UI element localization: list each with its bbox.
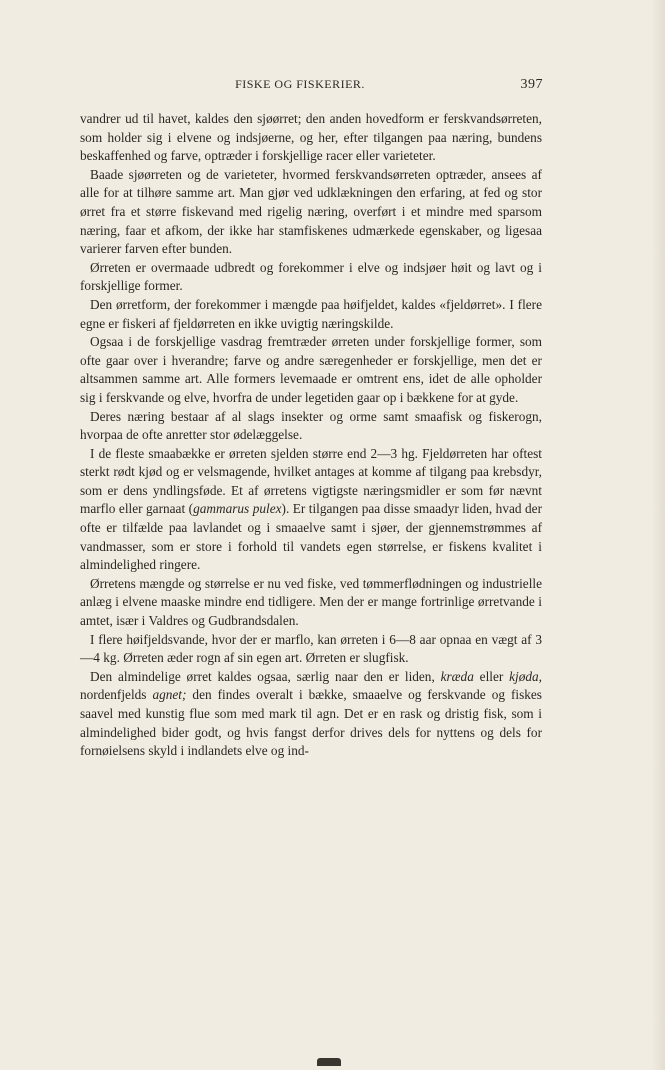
paragraph: vandrer ud til havet, kaldes den sjøørret; den anden hovedform er ferskvandsørreten, som holder sig i elvene og indsjøerne, og her, efter tilgangen paa næring, bundens beskaffenhed og farve, optræder i forskjellige racer eller varieteter. [80, 111, 542, 164]
binding-mark [317, 1058, 341, 1066]
dialect-term: kræda [440, 668, 474, 684]
body-text [80, 110, 542, 761]
paragraph: Ørretens mængde og størrelse er nu ved fiske, ved tømmerflødningen og industrielle anlæg i elvene maaske mindre end tidligere. Men der er mange fortrinlige ørretvande i amtet, især i Valdres og Gudbrandsdalen. [80, 575, 542, 629]
paragraph: Ørreten er overmaade udbredt og forekommer i elve og indsjøer høit og lavt og i forskjellige former. [80, 259, 542, 294]
paragraph: Den almindelige ørret kaldes ogsaa, særlig naar den er liden, kræda eller kjøda, nordenfjelds agnet; den findes overalt i bække, smaaelve og ferskvande og fiskes saavel med kunstig flue som med mark til agn. Det er en rask og dristig fisk, som i almindelighed bider godt, og hvis fangst derfor drives dels for nyttens og dels for fornøielsens skyld i indlandets elve og ind- [80, 668, 542, 759]
running-title: FISKE OG FISKERIER. [235, 77, 365, 91]
paragraph: Den ørretform, der forekommer i mængde paa høifjeldet, kaldes «fjeldørret». I flere egne er fiskeri af fjeldørreten en ikke uvigtig næringskilde. [80, 296, 542, 331]
paragraph: I de fleste smaabække er ørreten sjelden større end 2—3 hg. Fjeldørreten har oftest sterkt rødt kjød og er velsmagende, hvilket antages at komme af tilgang paa krebsdyr, som er dens yndlingsføde. Et af ørretens vigtigste næringsmidler er som før nævnt marflo eller garnaat (gammarus pulex). Er tilgangen paa disse smaadyr liden, hvad der ofte er tilfælde paa lavlandet og i smaaelve samt i sjøer, der gjennemstrømmes af vandmasser, som er store i forhold til vandets egen størrelse, er fiskens kvalitet i almindelighed ringere. [80, 445, 542, 573]
paragraph: Baade sjøørreten og de varieteter, hvormed ferskvandsørreten optræder, ansees af alle for at tilhøre samme art. Man gjør ved udklækningen den erfaring, at fed og stor ørret fra et større fiskevand med rigelig næring, overført i et mindre med sparsom næring, faar et afkom, der ikke har stamfiskenes udmærkede egenskaber, og ligesaa varierer farven efter bunden. [80, 166, 542, 257]
paragraph: I flere høifjeldsvande, hvor der er marflo, kan ørreten i 6—8 aar opnaa en vægt af 3—4 kg. Ørreten æder rogn af sin egen art. Ørreten er slugfisk. [80, 631, 542, 666]
running-head [0, 77, 665, 93]
dialect-term: kjøda [509, 668, 539, 684]
paragraph: Ogsaa i de forskjellige vasdrag fremtræder ørreten under forskjellige former, som ofte gaar over i hverandre; farve og andre særegenheder er forskjellige, men det er altsammen samme art. Alle formers levemaade er omtrent ens, idet de alle opholder sig i ferskvande og elve, hvorfra de under legetiden gaar op i bækkene for at gyde. [80, 334, 542, 405]
dialect-term: agnet; [152, 687, 187, 703]
paragraph: Deres næring bestaar af al slags insekter og orme samt smaafisk og fiskerogn, hvorpaa de ofte anretter stor ødelæggelse. [80, 408, 542, 443]
page-number: 397 [520, 77, 543, 92]
latin-name: gammarus pulex [193, 501, 282, 517]
page-edge-shade [651, 0, 665, 1070]
